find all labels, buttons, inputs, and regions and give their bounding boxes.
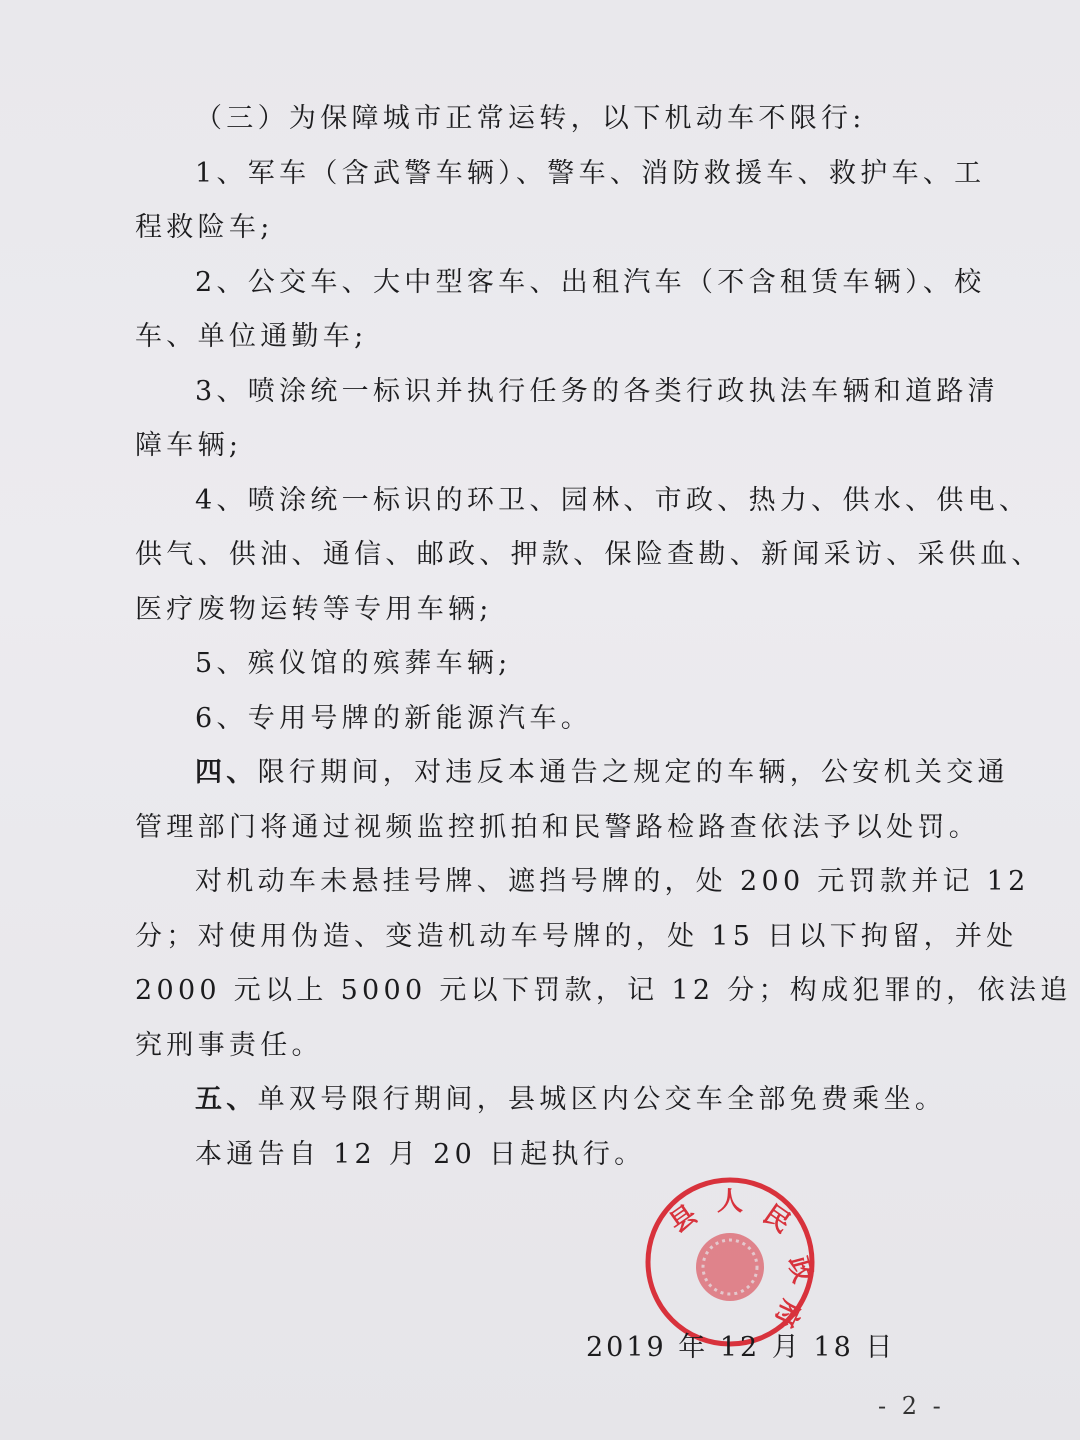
paragraph-line [135, 746, 1009, 801]
line-text: 究刑事责任。 [135, 1029, 323, 1061]
paragraph-line [135, 310, 965, 365]
line-text: 3、喷涂统一标识并执行任务的各类行政执法车辆和道路清 [195, 375, 999, 407]
paragraph-line [135, 910, 1018, 965]
line-text: 供气、供油、通信、邮政、押款、保险查勘、新闻采访、采供血、 [135, 539, 1043, 570]
document-body [135, 92, 1072, 1182]
line-text: 单双号限行期间，县城区内公交车全部免费乘坐。 [257, 1084, 947, 1115]
line-text: 1、军车（含武警车辆）、警车、消防救援车、救护车、工 [195, 157, 986, 189]
line-text: 对机动车未悬挂号牌、遮挡号牌的，处 200 元罚款并记 12 [195, 866, 1030, 897]
page-number: - 2 - [878, 1392, 945, 1420]
line-text: 程救险车; [135, 212, 274, 243]
paragraph-line [135, 1128, 965, 1183]
paragraph-line [135, 637, 965, 692]
line-text: 5、殡仪馆的殡葬车辆; [195, 648, 512, 679]
line-text: 限行期间，对违反本通告之规定的车辆，公安机关交通 [257, 757, 1009, 788]
document-date: 2019 年 12 月 18 日 [586, 1332, 896, 1363]
paragraph-line [135, 692, 965, 747]
line-text: （三）为保障城市正常运转，以下机动车不限行: [195, 103, 866, 134]
line-text: 医疗废物运转等专用车辆; [135, 593, 493, 625]
paragraph-line [135, 528, 1043, 583]
paragraph-line [135, 964, 1072, 1019]
paragraph-line [135, 855, 1030, 910]
paragraph-line [135, 365, 999, 420]
svg-text:政: 政 [781, 1253, 818, 1287]
section-heading: 四、 [195, 757, 258, 788]
paragraph-line [135, 474, 1031, 529]
line-text: 2000 元以上 5000 元以下罚款，记 12 分；构成犯罪的，依法追 [135, 975, 1072, 1006]
line-text: 管理部门将通过视频监控抓拍和民警路检路查依法予以处罚。 [135, 811, 981, 843]
line-text: 6、专用号牌的新能源汽车。 [195, 702, 593, 734]
official-seal [640, 1172, 820, 1352]
paragraph-line [135, 147, 986, 202]
line-text: 本通告自 12 月 20 日起执行。 [195, 1138, 646, 1170]
svg-text:人: 人 [716, 1187, 744, 1217]
paragraph-line [135, 256, 986, 311]
paragraph-line [135, 1073, 965, 1128]
paragraph-line [135, 1019, 965, 1074]
svg-text:民: 民 [757, 1199, 796, 1240]
svg-text:府: 府 [768, 1295, 807, 1332]
svg-text:县: 县 [664, 1199, 703, 1240]
paragraph-line [135, 419, 965, 474]
line-text: 分；对使用伪造、变造机动车号牌的，处 15 日以下拘留，并处 [135, 920, 1018, 952]
line-text: 2、公交车、大中型客车、出租汽车（不含租赁车辆）、校 [195, 266, 986, 298]
paragraph-line [135, 801, 981, 856]
section-heading: 五、 [195, 1084, 258, 1115]
paragraph-line [135, 92, 965, 147]
paragraph-line [135, 583, 965, 638]
paragraph-line [135, 201, 965, 256]
line-text: 障车辆; [135, 430, 243, 461]
line-text: 车、单位通勤车; [135, 321, 368, 352]
line-text: 4、喷涂统一标识的环卫、园林、市政、热力、供水、供电、 [195, 484, 1031, 516]
